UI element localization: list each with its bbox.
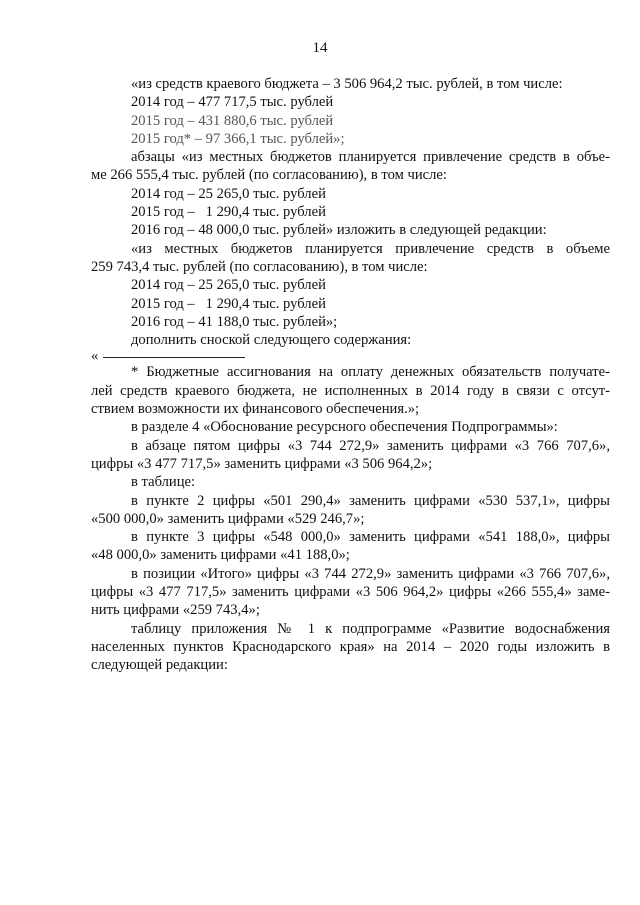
text-line: абзацы «из местных бюджетов планируется привлечение средств в объе- (131, 149, 610, 166)
text-line: в разделе 4 «Обоснование ресурсного обеспечения Подпрограммы»: (131, 419, 558, 436)
text-line: цифры «3 477 717,5» заменить цифрами «3 506 964,2»; (91, 455, 433, 472)
text-line: «48 000,0» заменить цифрами «41 188,0»; (91, 547, 350, 564)
footnote-line: * Бюджетные ассигнования на оплату денежных обязательств получате- (131, 364, 610, 381)
text-line: цифры «3 477 717,5» заменить цифрами «3 506 964,2» цифры «266 555,4» заме- (91, 584, 610, 601)
text-line: дополнить сноской следующего содержания: (131, 332, 412, 349)
document-body (91, 75, 610, 675)
text-line: 2015 год – 1 290,4 тыс. рублей (131, 295, 326, 312)
text-line: населенных пунктов Краснодарского края» на 2014 – 2020 годы изложить в (91, 638, 610, 655)
text-line: в позиции «Итого» цифры «3 744 272,9» заменить цифрами «3 766 707,6», (131, 565, 610, 582)
text-line: «из средств краевого бюджета – 3 506 964,2 тыс. рублей, в том числе: (131, 76, 563, 92)
text-line: 259 743,4 тыс. рублей (по согласованию), в том числе: (91, 258, 428, 275)
text-line: 2015 год – 1 290,4 тыс. рублей (131, 204, 326, 221)
footnote-open-quote: « (91, 348, 99, 365)
footnote-rule (103, 357, 245, 358)
text-line: 2015 год* – 97 366,1 тыс. рублей»; (131, 130, 345, 147)
text-line: в пункте 3 цифры «548 000,0» заменить цифрами «541 188,0», цифры (131, 529, 610, 546)
text-line: 2014 год – 25 265,0 тыс. рублей (131, 185, 326, 202)
text-line: «из местных бюджетов планируется привлечение средств в объеме (131, 240, 610, 257)
text-line: 2016 год – 48 000,0 тыс. рублей» изложить в следующей редакции: (131, 222, 547, 239)
footnote-separator (91, 349, 610, 363)
text-line: «500 000,0» заменить цифрами «529 246,7»; (91, 510, 365, 527)
text-line: 2015 год – 431 880,6 тыс. рублей (131, 112, 334, 129)
text-line: 2016 год – 41 188,0 тыс. рублей»; (131, 313, 338, 330)
text-line: 2014 год – 477 717,5 тыс. рублей (131, 94, 334, 111)
page-number: 14 (312, 40, 328, 56)
footnote-line: ствием возможности их финансового обеспечения.»; (91, 401, 420, 418)
text-line: в таблице: (131, 474, 196, 491)
text-line: 2014 год – 25 265,0 тыс. рублей (131, 277, 326, 294)
text-line: следующей редакции: (91, 657, 228, 674)
text-line: в пункте 2 цифры «501 290,4» заменить цифрами «530 537,1», цифры (131, 492, 610, 509)
text-line: таблицу приложения № 1 к подпрограмме «Развитие водоснабжения (131, 620, 610, 637)
text-line: нить цифрами «259 743,4»; (91, 602, 260, 619)
text-line: ме 266 555,4 тыс. рублей (по согласованию), в том числе: (91, 167, 447, 184)
footnote-line: лей средств краевого бюджета, не исполненных в 2014 году в связи с отсут- (91, 382, 610, 399)
text-line: в абзаце пятом цифры «3 744 272,9» заменить цифрами «3 766 707,6», (131, 437, 610, 454)
